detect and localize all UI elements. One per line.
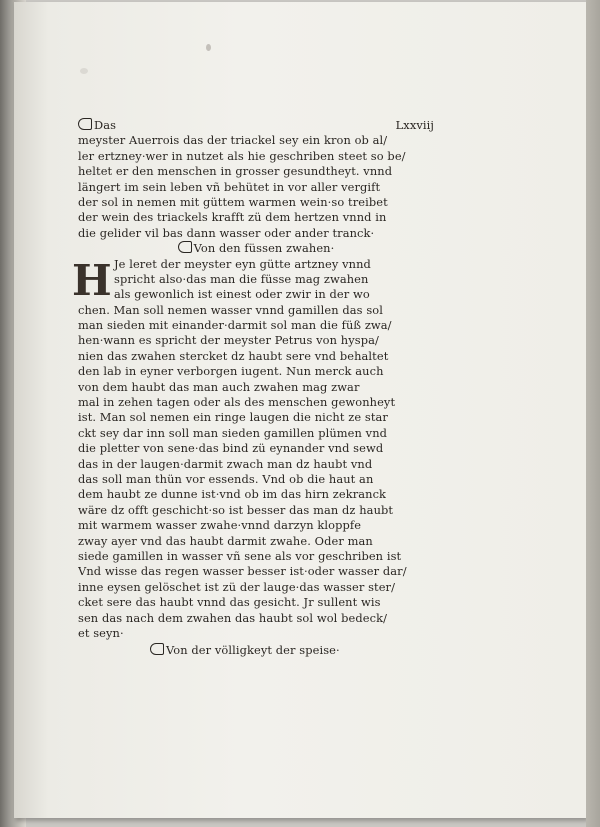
text-line: wäre dz offt geschicht·so ist besser das man dz haubt (78, 502, 394, 517)
text-line: mal in zehen tagen oder als des menschen gewonheyt (78, 395, 396, 410)
text-line: das soll man thün vor essends. Vnd ob die haut an (78, 471, 374, 486)
text-block (72, 118, 434, 659)
paragraph-mark-icon (78, 118, 92, 130)
text-line: Je leret der meyster eyn gütte artzney vnnd (114, 256, 371, 271)
text-line: ler ertzney·wer in nutzet als hie geschriben steet so be/ (78, 148, 406, 163)
text-line: von dem haubt das man auch zwahen mag zwar (78, 379, 360, 394)
text-line: cket sere das haubt vnnd das gesicht. Jr sullent wis (78, 595, 381, 610)
ink-smudge (206, 44, 211, 51)
text-line: der sol in nemen mit güttem warmen wein·so treibet (78, 194, 388, 209)
text-line: sen das nach dem zwahen das haubt sol wol bedeck/ (78, 610, 388, 625)
text-line: dem haubt ze dunne ist·vnd ob im das hirn zekranck (78, 487, 387, 502)
text-line: das in der laugen·darmit zwach man dz haubt vnd (78, 456, 373, 471)
paragraph-body (78, 303, 434, 642)
text-line: Vnd wisse das regen wasser besser ist·oder wasser dar/ (78, 564, 407, 579)
running-header (78, 118, 434, 133)
text-line: et seyn· (78, 625, 124, 640)
text-line: den lab in eyner verborgen iugent. Nun merck auch (78, 364, 384, 379)
text-line: der wein des triackels krafft zü dem hertzen vnnd in (78, 210, 387, 225)
text-line: zway ayer vnd das haubt darmit zwahe. Oder man (78, 533, 373, 548)
decorated-initial: H (72, 255, 112, 305)
paragraph-theriac (78, 133, 434, 241)
text-line: ckt sey dar inn soll man sieden gamillen plümen vnd (78, 425, 388, 440)
section-heading: Von den füssen zwahen· (78, 241, 434, 256)
text-line: chen. Man soll nemen wasser vnnd gamillen das sol (78, 302, 383, 317)
text-line: die gelider vil bas dann wasser oder ander tranck· (78, 225, 375, 240)
paper-stain (80, 68, 88, 74)
paragraph-mark-icon (150, 643, 164, 655)
header-title: Das (78, 118, 116, 133)
text-line: siede gamillen in wasser vñ sene als vor geschriben ist (78, 548, 402, 563)
text-line: mit warmem wasser zwahe·vnnd darzyn kloppfe (78, 518, 362, 533)
text-line: meyster Auerrois das der triackel sey ein kron ob al/ (78, 133, 388, 148)
text-line: spricht also·das man die füsse mag zwahen (114, 271, 369, 286)
text-line: die pletter von sene·das bind zü eynander vnd sewd (78, 441, 384, 456)
paragraph-mark-icon (178, 241, 192, 253)
folio-number: Lxxviij (395, 118, 434, 132)
paragraph-foot-washing (72, 255, 434, 305)
section-heading: Von der völligkeyt der speise· (78, 643, 434, 658)
text-line: man sieden mit einander·darmit sol man die füß zwa/ (78, 318, 392, 333)
text-line: inne eysen gelöschet ist zü der lauge·das wasser ster/ (78, 579, 396, 594)
text-line: nien das zwahen stercket dz haubt sere vnd behaltet (78, 348, 389, 363)
text-line: heltet er den menschen in grosser gesundtheyt. vnnd (78, 164, 393, 179)
text-line: ist. Man sol nemen ein ringe laugen die nicht ze star (78, 410, 388, 425)
text-line: als gewonlich ist einest oder zwir in der wo (114, 287, 370, 302)
page-edge (586, 0, 600, 827)
text-line: längert im sein leben vñ behütet in vor aller vergift (78, 179, 381, 194)
text-line: hen·wann es spricht der meyster Petrus von hyspa/ (78, 333, 379, 348)
